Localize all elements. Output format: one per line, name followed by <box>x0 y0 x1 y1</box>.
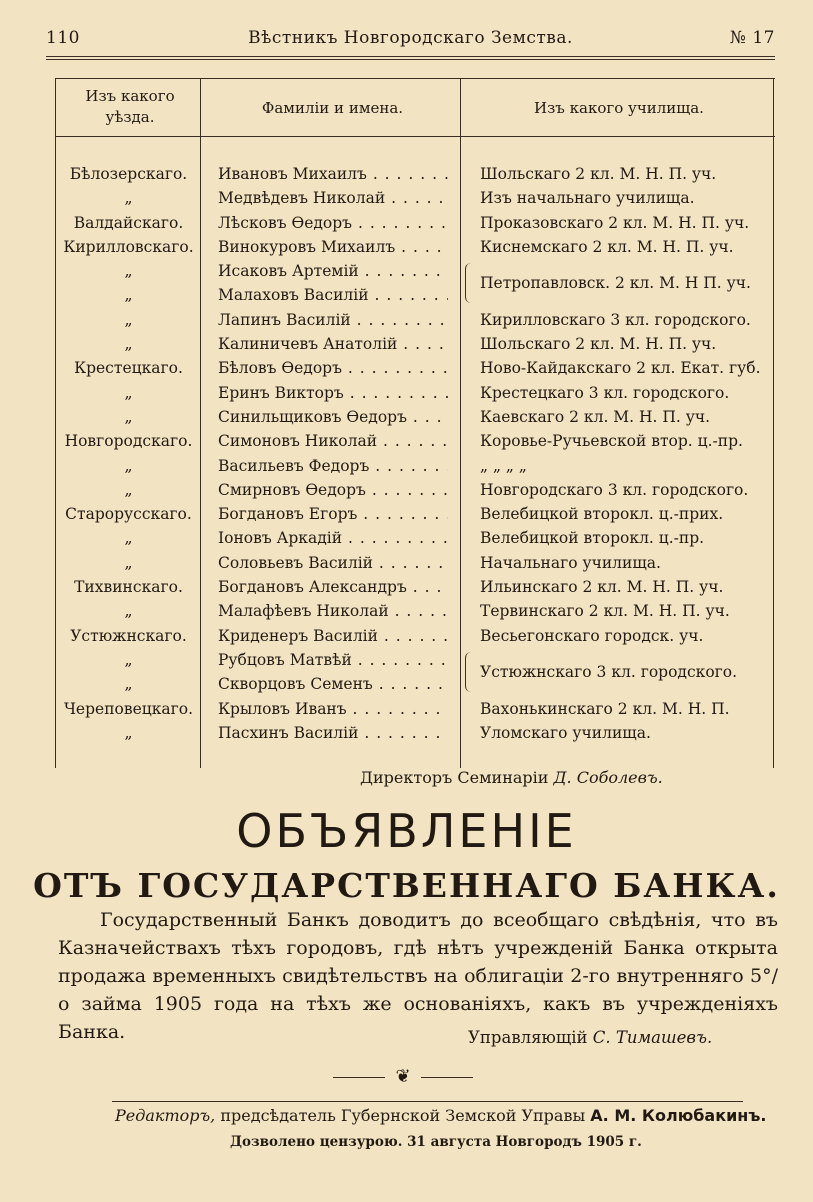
running-header <box>46 28 775 56</box>
journal-title: Вѣстникъ Новгородскаго Земства. <box>248 28 573 48</box>
row-school: Изъ начальнаго училища. <box>480 189 695 208</box>
header-district: Изъ какого уѣзда. <box>85 87 175 126</box>
editor-name: А. М. Колюбакинъ. <box>590 1106 767 1125</box>
table-row <box>55 211 775 235</box>
ornament-line-left <box>333 1077 385 1078</box>
footer-rule <box>112 1101 743 1102</box>
manager-signature-line <box>468 1028 712 1047</box>
row-district: „ <box>124 480 133 499</box>
row-district: Бѣлозерскаго. <box>69 165 188 183</box>
table-row <box>55 308 775 332</box>
row-name: Исаковъ Артемiй . . . <box>218 259 448 283</box>
row-district: „ <box>124 189 133 208</box>
braced-school-text: Петропавловск. 2 кл. М. Н П. уч. <box>480 274 751 293</box>
ornament-line-right <box>421 1077 473 1078</box>
row-name: Богдановъ Александръ . . . <box>218 575 448 599</box>
row-name: Скворцовъ Семенъ . . . <box>218 672 448 696</box>
issue-number: № 17 <box>729 28 775 48</box>
row-district: Череповецкаго. <box>63 699 194 718</box>
table-row <box>55 332 775 356</box>
table-row <box>55 697 775 721</box>
table-row <box>55 162 775 186</box>
director-signature: Д. Соболевъ. <box>553 768 663 787</box>
row-school: Новгородскаго 3 кл. городского. <box>480 480 749 499</box>
row-name: Малафѣевъ Николай . . . <box>218 599 448 623</box>
table-row <box>55 454 775 478</box>
table-row <box>55 381 775 405</box>
row-name: Соловьевъ Василiй . . . <box>218 551 448 575</box>
row-name: Крыловъ Иванъ . . . <box>218 697 448 721</box>
row-district: „ <box>124 675 133 694</box>
row-school: Коровье-Ручьевской втор. ц.-пр. <box>480 432 743 451</box>
director-title: Директоръ Семинарiи <box>360 768 549 787</box>
row-district: „ <box>124 553 133 572</box>
row-name: Лапинъ Василiй . . . <box>218 308 448 332</box>
table-row <box>55 599 775 623</box>
row-name: Iоновъ Аркадiй . . . <box>218 526 448 550</box>
row-school: Начальнаго училища. <box>480 553 661 572</box>
student-table <box>55 78 775 768</box>
row-name: Медвѣдевъ Николай . . . <box>218 186 448 210</box>
row-name: Малаховъ Василiй . . . <box>218 283 448 307</box>
row-name: Смирновъ Ѳедоръ . . . <box>218 478 448 502</box>
row-school: Шольскаго 2 кл. М. Н. П. уч. <box>480 165 717 183</box>
row-name: Рубцовъ Матвѣй . . . <box>218 648 448 672</box>
table-row <box>55 478 775 502</box>
row-school: Крестецкаго 3 кл. городского. <box>480 383 730 402</box>
row-name: Винокуровъ Михаилъ . . . <box>218 235 448 259</box>
director-signature-line <box>360 768 663 787</box>
row-school: Ильинскаго 2 кл. М. Н. П. уч. <box>480 578 724 597</box>
table-row <box>55 405 775 429</box>
row-school: Киснемскаго 2 кл. М. Н. П. уч. <box>480 237 734 256</box>
brace-mark <box>465 652 472 692</box>
table-row <box>55 551 775 575</box>
header-school: Изъ какого училища. <box>534 99 704 117</box>
censor-line: Дозволено цензурою. 31 августа Новгородъ 1905 г. <box>230 1134 642 1150</box>
row-district: Новгородскаго. <box>64 432 193 451</box>
editor-text: предсѣдатель Губернской Земской Управы <box>220 1106 586 1125</box>
row-name: Синильщиковъ Ѳедоръ . . . <box>218 405 448 429</box>
row-district: Кирилловскаго. <box>63 237 194 256</box>
table-row <box>55 186 775 210</box>
row-name: Криденеръ Василiй . . . <box>218 624 448 648</box>
row-name: Калиничевъ Анатолiй . . . <box>218 332 448 356</box>
row-name: Симоновъ Николай . . . <box>218 429 448 453</box>
row-district: Крестецкаго. <box>74 359 183 378</box>
table-row <box>55 575 775 599</box>
header-names: Фамилiи и имена. <box>261 99 404 117</box>
row-district: „ <box>124 529 133 548</box>
row-school: „ „ „ „ <box>480 456 527 475</box>
row-district: Тихвинскаго. <box>74 578 183 597</box>
announcement-body: Государственный Банкъ доводитъ до всеобщаго свѣдѣнiя, что въ Казначействахъ тѣхъ городовъ, гдѣ нѣтъ учрежденiй Банка открыта продажа временныхъ свидѣтельствъ на облигацiи 2-го внутренняго 5°/о займа 1905 года на тѣхъ же основанiяхъ, какъ въ учрежденiяхъ Банка. <box>58 909 778 1043</box>
row-school: Шольскаго 2 кл. М. Н. П. уч. <box>480 335 717 354</box>
row-name: Ивановъ Михаилъ . . . <box>218 162 448 186</box>
row-district: „ <box>124 335 133 354</box>
braced-school <box>465 648 770 696</box>
page-number: 110 <box>46 28 80 48</box>
table-row <box>55 356 775 380</box>
table-header-rule <box>55 136 775 137</box>
manager-title: Управляющiй <box>468 1028 588 1047</box>
row-school: Тервинскаго 2 кл. М. Н. П. уч. <box>480 602 730 621</box>
table-row <box>55 429 775 453</box>
row-district: „ <box>124 262 133 281</box>
row-school: Кирилловскаго 3 кл. городского. <box>480 310 751 329</box>
row-name: Бѣловъ Ѳедоръ . . . <box>218 356 448 380</box>
row-district: „ <box>124 650 133 669</box>
row-name: Лѣсковъ Ѳедоръ . . . <box>218 211 448 235</box>
row-school: Ново-Кайдакскаго 2 кл. Екат. губ. <box>480 359 761 378</box>
manager-signature: С. Тимашевъ. <box>592 1028 713 1047</box>
braced-school <box>465 259 770 307</box>
row-district: „ <box>124 383 133 402</box>
row-district: „ <box>124 407 133 426</box>
row-school: Проказовскаго 2 кл. М. Н. П. уч. <box>480 213 750 232</box>
row-school: Велебицкой второкл. ц.-прих. <box>480 505 724 524</box>
row-school: Вахонькинскаго 2 кл. М. Н. П. <box>480 699 730 718</box>
row-district: „ <box>124 723 133 742</box>
table-row <box>55 624 775 648</box>
header-rule-second <box>46 59 775 60</box>
brace-mark <box>465 263 472 303</box>
table-row <box>55 721 775 745</box>
editor-label: Редакторъ, <box>115 1106 216 1125</box>
row-district: „ <box>124 602 133 621</box>
row-district: „ <box>124 310 133 329</box>
ornament-divider <box>333 1066 473 1088</box>
row-name: Еринъ Викторъ . . . <box>218 381 448 405</box>
header-rule <box>46 56 775 57</box>
braced-school-text: Устюжнскаго 3 кл. городского. <box>480 663 738 681</box>
table-row <box>55 526 775 550</box>
table-row <box>55 235 775 259</box>
row-school: Велебицкой второкл. ц.-пр. <box>480 529 705 548</box>
table-top-rule <box>55 78 775 79</box>
footer-editor-line <box>115 1106 766 1125</box>
row-name: Богдановъ Егоръ . . . <box>218 502 448 526</box>
row-school: Уломскаго училища. <box>480 723 651 742</box>
row-district: „ <box>124 456 133 475</box>
row-district: Устюжнскаго. <box>70 626 187 645</box>
ornament-icon: ❦ <box>395 1066 411 1087</box>
row-district: Валдайскаго. <box>73 213 184 232</box>
announcement-subtitle: ОТЪ ГОСУДАРСТВЕННАГО БАНКА. <box>33 866 780 905</box>
row-district: „ <box>124 286 133 305</box>
row-district: Старорусскаго. <box>65 505 192 524</box>
row-name: Васильевъ Федоръ . . . <box>218 454 448 478</box>
announcement-title: ОБЪЯВЛЕНIЕ <box>236 804 577 858</box>
row-school: Каевскаго 2 кл. М. Н. П. уч. <box>480 407 711 426</box>
table-row <box>55 502 775 526</box>
row-name: Пасхинъ Василiй . . . <box>218 721 448 745</box>
row-school: Весьегонскаго городск. уч. <box>480 626 704 645</box>
